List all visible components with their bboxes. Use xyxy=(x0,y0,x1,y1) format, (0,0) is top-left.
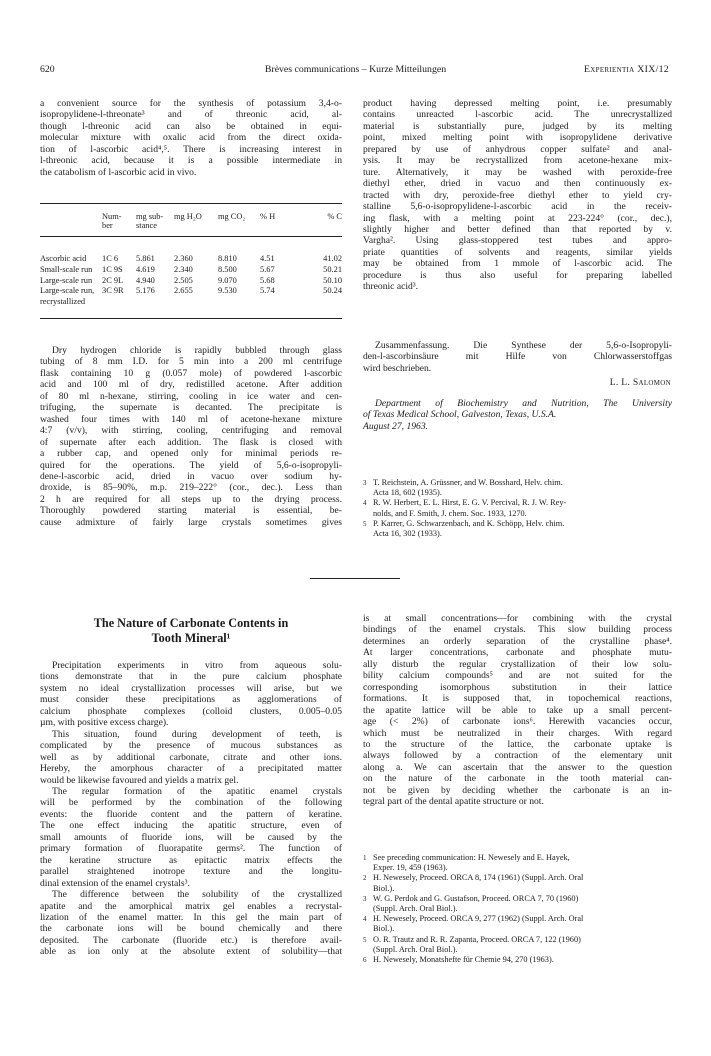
footnote xyxy=(363,894,673,914)
text-line: a convenient source for the synthesis of potassium 3,4-o- xyxy=(40,98,342,109)
analysis-table-body xyxy=(40,254,342,308)
text-line: Hereby, the amorphous character of a precipitated matter xyxy=(40,763,342,775)
text-line: always followed by a contraction of the elementary unit xyxy=(363,750,672,762)
article2-footnotes xyxy=(363,853,673,965)
article1-left-procedure xyxy=(40,345,342,528)
footnote-number: 5 xyxy=(363,519,367,528)
footnote-line: H. Newesely, Proceed. ORCA 8, 174 (1961) (Suppl. Arch. Oral xyxy=(373,873,584,883)
footnote-number: 4 xyxy=(363,915,367,924)
text-line: is at small concentrations—for combining with the crystal xyxy=(363,613,672,624)
table-cell: 5.68 xyxy=(260,275,275,285)
footnote xyxy=(363,478,673,498)
text-line: ysis. It may be recrystallized from acetone-hexane mix- xyxy=(363,155,672,167)
text-line: which must be neutralized in their charges. With regard xyxy=(363,727,672,739)
footnote-line: Acta 18, 602 (1935). xyxy=(373,488,442,498)
text-line: dinal extension of the enamel crystals³. xyxy=(40,877,190,889)
table-cell: 50.10 xyxy=(323,275,342,285)
text-line: Department of Biochemistry and Nutrition, The University xyxy=(375,398,672,409)
table-header-cell xyxy=(40,212,102,230)
text-line: At larger concentrations, carbonate and phosphate mutu- xyxy=(363,647,672,659)
text-line: 2 h are required for all steps up to the drying process. xyxy=(40,493,342,505)
text-line: bindings of the enamel crystals. This slow building process xyxy=(363,624,672,636)
text-line: acid and 100 ml of dry, redistilled acetone. After addition xyxy=(40,379,342,391)
footnote-number: 4 xyxy=(363,499,367,508)
text-line: contains unreacted l-ascorbic acid. The unrecrystallized xyxy=(363,109,672,121)
text-line: priate quantities of solvents and reagents, similar yields xyxy=(363,246,672,258)
table-cell: 2C 9L xyxy=(102,275,124,285)
footnote xyxy=(363,914,673,934)
article1-left-intro xyxy=(40,98,342,178)
text-line: tracted with dry, peroxide-free diethyl ether to yield cry- xyxy=(363,189,672,201)
text-line: µm, with positive excess charge). xyxy=(40,717,169,729)
text-line: apatite and the amorphical matrix gel enables a recrystal- xyxy=(40,900,342,912)
text-line: washed four times with 140 ml of acetone-hexane mixture xyxy=(40,413,342,425)
table-cell: 41.02 xyxy=(323,254,342,263)
text-line: l-threonic acid, because it is a possible intermediate in xyxy=(40,155,342,167)
text-line: ture. Alternatively, it may be washed with peroxide-free xyxy=(363,166,672,178)
text-line: The one effect inducing the apatitic structure, even of xyxy=(40,820,342,832)
page-number: 620 xyxy=(40,64,55,75)
text-line: isopropylidene-l-threonate³ and of threonic acid, al- xyxy=(40,109,342,121)
zusammenfassung xyxy=(363,340,672,374)
table-header-cell: Num- ber xyxy=(102,212,122,230)
table-cell: 3C 9R xyxy=(102,286,124,296)
text-line: would be likewise favoured and yields a matrix gel. xyxy=(40,774,239,786)
footnote xyxy=(363,935,673,955)
footnote-number: 3 xyxy=(363,479,367,487)
table-cell: Ascorbic acid xyxy=(40,254,87,263)
text-line: The regular formation of the apatitic enamel crystals xyxy=(52,785,342,797)
text-line: August 27, 1963. xyxy=(363,420,429,432)
table-cell: 5.74 xyxy=(260,286,275,296)
text-line: dene-l-ascorbic acid, dried in vacuo over sodium hy- xyxy=(40,470,342,482)
text-line: the keratine structure as epitactic matrix effects the xyxy=(40,854,342,866)
text-line: lization of the enamel matter. In this gel the main part of xyxy=(40,911,342,923)
text-line: on the nature of the carbonate in the tooth material can- xyxy=(363,773,672,785)
table-cell: 2.360 xyxy=(174,254,193,263)
text-line: the apatite lattice will be able to take up a small percent- xyxy=(363,704,672,716)
text-line: a rubber cap, and opened only for minimal periods re- xyxy=(40,448,342,460)
analysis-table xyxy=(40,212,342,230)
author-name: L. L. Salomon xyxy=(609,377,671,388)
footnote-line: T. Reichstein, A. Grüssner, and W. Bosshard, Helv. chim. xyxy=(373,478,563,487)
table-row xyxy=(40,297,342,308)
title-line: The Nature of Carbonate Contents in xyxy=(93,616,289,630)
text-line: formations. It is supposed that, in topochemical reactions, xyxy=(363,693,672,705)
text-line: parallel straightened inotrope texture and the longitu- xyxy=(40,866,342,878)
text-line: bility calcium compounds⁵ and are not suited for the xyxy=(363,670,672,682)
table-row xyxy=(40,286,342,297)
running-header: Brèves communications – Kurze Mitteilungen xyxy=(264,64,447,75)
article2-right-body xyxy=(363,613,672,808)
text-line: cause admixture of fairly large crystals sometimes gives xyxy=(40,516,342,528)
text-line: This situation, found during development of teeth, is xyxy=(52,728,342,740)
footnote-line: P. Karrer, G. Schwarzenbach, and K. Schöpp, Helv. chim. xyxy=(373,518,565,528)
text-line: molecular mixture with oxalic acid from the direct oxida- xyxy=(40,132,342,144)
text-line: ally disturb the regular crystallization of their low solu- xyxy=(363,658,672,670)
table-cell: 50.21 xyxy=(323,264,342,274)
text-line: diethyl ether, dried in vacuo and then continuously ex- xyxy=(363,178,672,190)
footnote-line: See preceding communication: H. Newesely and E. Hayek, xyxy=(373,853,570,862)
table-cell: 4.51 xyxy=(260,254,275,263)
text-line: The difference between the solubility of the crystallized xyxy=(52,889,342,901)
article2-left-body xyxy=(40,660,342,958)
text-line: small amounts of fluoride ions, will be caused by the xyxy=(40,831,342,843)
table-cell: 1C 6 xyxy=(102,254,119,263)
text-line: events: the fluoride content and the pattern of keratine. xyxy=(40,808,342,820)
table-cell: recrystallized xyxy=(40,297,86,307)
text-line: system no ideal crystallization processes will arise, but we xyxy=(40,682,342,694)
text-line: of Texas Medical School, Galveston, Texas, U.S.A. xyxy=(363,409,557,421)
table-cell: 5.67 xyxy=(260,264,275,274)
footnote-line: nolds, and F. Smith, J. chem. Soc. 1933, 1270. xyxy=(373,508,527,518)
table-cell: 8.500 xyxy=(218,264,237,274)
text-line: the carbonate ions will be bound chemically and there xyxy=(40,923,342,935)
text-line: Dry hydrogen chloride is rapidly bubbled through glass xyxy=(52,345,342,356)
text-line: den-l-ascorbinsäure mit Hilfe von Chlorwasserstoffgas xyxy=(363,351,672,363)
text-line: complicated by the presence of mucous substances as xyxy=(40,740,342,752)
table-cell: 5.176 xyxy=(136,286,155,296)
article1-footnotes xyxy=(363,478,673,539)
text-line: will be performed by the combination of the following xyxy=(40,797,342,809)
text-line: of supernate after each addition. The flask is closed with xyxy=(40,436,342,448)
text-line: age (< 2%) of carbonate ions⁶. Herewith vacancies occur, xyxy=(363,716,672,728)
table-cell: 2.505 xyxy=(174,275,193,285)
table-cell: 4.940 xyxy=(136,275,155,285)
table-header-cell: mg H₂O xyxy=(174,212,202,221)
text-line: calcium phosphate complexes (colloid clusters, 0.005–0.05 xyxy=(40,705,342,717)
table-cell: Large-scale run xyxy=(40,275,93,285)
text-line: able as ion only at the absolute extent of solubility—that xyxy=(40,946,342,958)
table-cell: 9.530 xyxy=(218,286,237,296)
table-header-row xyxy=(40,212,342,230)
text-line: primary formation of fluorapatite germs². The function of xyxy=(40,843,342,855)
text-line: flask containing 10 g (0.057 mole) of powdered l-ascorbic xyxy=(40,367,342,379)
text-line: to the structure of the lattice, the carbonate uptake is xyxy=(363,738,672,750)
table-cell: 50.24 xyxy=(323,286,342,296)
text-line: Precipitation experiments in vitro from aqueous solu- xyxy=(52,660,342,671)
footnote-line: W. G. Perdok and G. Gustafson, Proceed. ORCA 7, 70 (1960) xyxy=(373,893,579,903)
table-cell: 9.070 xyxy=(218,275,237,285)
text-line: though l-threonic acid can also be obtained in equi- xyxy=(40,120,342,132)
text-line: slightly higher and better defined than that reported by v. xyxy=(363,223,672,235)
table-header-cell: mg sub- stance xyxy=(136,212,164,230)
footnote-line: (Suppl. Arch. Oral Biol.). xyxy=(373,944,458,954)
footnote xyxy=(363,519,673,539)
table-header-cell: mg CO₂ xyxy=(218,212,246,221)
table-top-rule xyxy=(40,203,342,204)
table-cell: 8.810 xyxy=(218,254,237,263)
text-line: ing flask, with a melting point at 223-224° (cor., dec.), xyxy=(363,212,672,224)
footnote xyxy=(363,955,673,965)
footnote-line: H. Newesely, Proceed. ORCA 9, 277 (1962) (Suppl. Arch. Oral xyxy=(373,914,584,924)
text-line: well as by additional carbonate, citrate and other ions. xyxy=(40,751,342,763)
footnote-number: 5 xyxy=(363,935,367,944)
table-header-cell: % C xyxy=(327,212,342,221)
text-line: tions demonstrate that in the pure calcium phosphate xyxy=(40,671,342,683)
text-line: deposited. The carbonate (fluoride etc.) is therefore avail- xyxy=(40,934,342,946)
text-line: may be obtained from 1 mmole of l-ascorbic acid. The xyxy=(363,258,672,270)
table-row xyxy=(40,265,342,276)
text-line: point, mixed melting point with isopropylidene derivative xyxy=(363,132,672,144)
footnote-number: 3 xyxy=(363,894,367,903)
table-cell: 2.340 xyxy=(174,264,193,274)
text-line: droxide, is 85–90%, m.p. 219–222° (cor., dec.). Less than xyxy=(40,482,342,494)
footnote-line: H. Newesely, Monatshefte für Chemie 94, 270 (1963). xyxy=(373,955,554,965)
journal-issue: Experientia XIX/12 xyxy=(584,64,669,75)
article1-right-body xyxy=(363,98,672,293)
table-cell: Large-scale run, xyxy=(40,286,95,296)
table-bottom-rule xyxy=(40,318,342,319)
footnote-line: (Suppl. Arch. Oral Biol.). xyxy=(373,904,458,914)
footnote-number: 2 xyxy=(363,874,367,883)
text-line: tion of l-ascorbic acid⁴,⁵. There is increasing interest in xyxy=(40,143,342,155)
footnote xyxy=(363,873,673,893)
text-line: of 80 ml n-hexane, stirring, cooling in ice water and cen- xyxy=(40,390,342,402)
footnote-line: O. R. Trautz and R. R. Zapanta, Proceed. ORCA 7, 122 (1960) xyxy=(373,934,581,944)
footnote xyxy=(363,853,673,873)
text-line: Zusammenfassung. Die Synthese der 5,6-o-Isopropyli- xyxy=(375,340,672,351)
text-line: material is substantially pure, judged by its melting xyxy=(363,120,672,132)
text-line: procedure is thus also useful for preparing labelled xyxy=(363,269,672,281)
text-line: tubing of 8 mm I.D. for 5 min into a 200 ml centrifuge xyxy=(40,356,342,368)
article2-title xyxy=(40,616,342,646)
footnote xyxy=(363,498,673,518)
text-line: trifuging, the supernate is decanted. The precipitate is xyxy=(40,402,342,414)
table-cell: 1C 9S xyxy=(102,264,123,274)
table-header-rule xyxy=(40,236,342,237)
table-row xyxy=(40,254,342,265)
text-line: product having depressed melting point, i.e. presumably xyxy=(363,98,672,109)
text-line: tegral part of the dental apatite structure or not. xyxy=(363,796,544,808)
text-line: threonic acid³. xyxy=(363,281,419,293)
footnote-line: R. W. Herbert, E. L. Hirst, E. G. V. Percival, R. J. W. Rey- xyxy=(373,498,567,508)
footnote-number: 6 xyxy=(363,956,367,965)
footnote-line: Acta 16, 302 (1933). xyxy=(373,529,442,539)
footnote-line: Biol.). xyxy=(373,883,395,893)
text-line: the catabolism of l-ascorbic acid in vivo. xyxy=(40,166,197,178)
text-line: not be given by deciding whether the carbonate is an in- xyxy=(363,784,672,796)
table-cell: 5.861 xyxy=(136,254,155,263)
text-line: Thoroughly powdered starting material is essential, be- xyxy=(40,505,342,517)
footnote-line: Exper. 19, 459 (1963). xyxy=(373,863,448,873)
text-line: must consider these precipitations as agglomerations of xyxy=(40,694,342,706)
table-cell: 2.655 xyxy=(174,286,193,296)
text-line: determines an orderly separation of the crystalline phase⁴. xyxy=(363,635,672,647)
article-separator xyxy=(310,578,400,579)
footnote-line: Biol.). xyxy=(373,924,395,934)
affiliation xyxy=(363,398,672,432)
text-line: Vargha². Using glass-stoppered test tubes and appro- xyxy=(363,235,672,247)
table-row xyxy=(40,276,342,287)
footnote-number: 1 xyxy=(363,854,367,862)
text-line: along a. We can ascertain that the answer to the question xyxy=(363,761,672,773)
text-line: wird beschrieben. xyxy=(363,362,432,374)
title-line: Tooth Mineral¹ xyxy=(151,631,231,645)
table-cell: 4.619 xyxy=(136,264,155,274)
text-line: 4:7 (v/v), with stirring, cooling, centrifuging and removal xyxy=(40,425,342,437)
text-line: quired for the operations. The yield of 5,6-o-isopropyli- xyxy=(40,459,342,471)
table-header-cell: % H xyxy=(260,212,276,221)
table-cell: Small-scale run xyxy=(40,264,93,274)
text-line: corresponding isomorphous substitution in their lattice xyxy=(363,681,672,693)
text-line: prepared by use of anhydrous copper sulfate² and anal- xyxy=(363,143,672,155)
text-line: stalline 5,6-o-isopropylidene-l-ascorbic acid in the receiv- xyxy=(363,201,672,213)
